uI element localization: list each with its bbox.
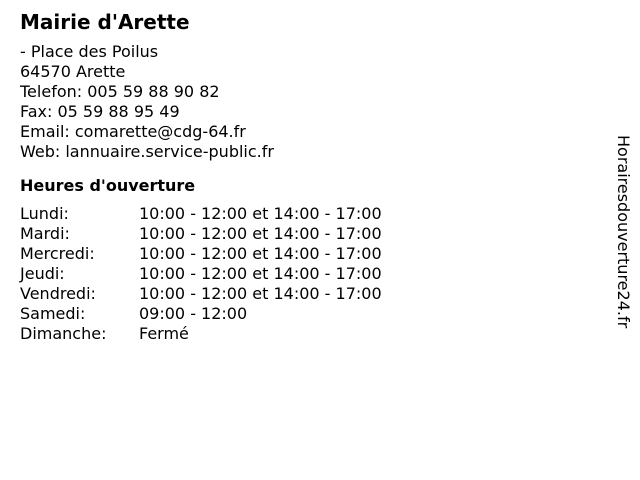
- hours-row-lundi: [20, 204, 580, 224]
- address-block: [20, 42, 580, 162]
- phone-line: Telefon: 005 59 88 90 82: [20, 82, 220, 101]
- hours-row-mardi: [20, 224, 580, 244]
- business-name: Mairie d'Arette: [20, 10, 190, 34]
- web-line: Web: lannuaire.service-public.fr: [20, 142, 274, 161]
- hours-time: 10:00 - 12:00 et 14:00 - 17:00: [139, 224, 382, 243]
- hours-day: Vendredi:: [20, 284, 96, 303]
- site-watermark: [610, 135, 636, 375]
- hours-day: Samedi:: [20, 304, 86, 323]
- hours-time: Fermé: [139, 324, 189, 343]
- hours-row-samedi: [20, 304, 580, 324]
- business-card: [20, 10, 580, 344]
- hours-time: 10:00 - 12:00 et 14:00 - 17:00: [139, 264, 382, 283]
- hours-time: 09:00 - 12:00: [139, 304, 248, 323]
- hours-row-jeudi: [20, 264, 580, 284]
- hours-time: 10:00 - 12:00 et 14:00 - 17:00: [139, 204, 382, 223]
- site-watermark-text: Horairesdouverture24.fr: [614, 135, 633, 329]
- hours-row-vendredi: [20, 284, 580, 304]
- hours-day: Mercredi:: [20, 244, 95, 263]
- hours-time: 10:00 - 12:00 et 14:00 - 17:00: [139, 284, 382, 303]
- hours-heading: Heures d'ouverture: [20, 176, 196, 195]
- hours-day: Lundi:: [20, 204, 69, 223]
- hours-table: [20, 204, 580, 344]
- hours-row-mercredi: [20, 244, 580, 264]
- email-line: Email: comarette@cdg-64.fr: [20, 122, 246, 141]
- hours-time: 10:00 - 12:00 et 14:00 - 17:00: [139, 244, 382, 263]
- hours-row-dimanche: [20, 324, 580, 344]
- address-city: 64570 Arette: [20, 62, 126, 81]
- hours-day: Jeudi:: [20, 264, 65, 283]
- fax-line: Fax: 05 59 88 95 49: [20, 102, 180, 121]
- address-street: - Place des Poilus: [20, 42, 159, 61]
- hours-day: Dimanche:: [20, 324, 107, 343]
- hours-day: Mardi:: [20, 224, 70, 243]
